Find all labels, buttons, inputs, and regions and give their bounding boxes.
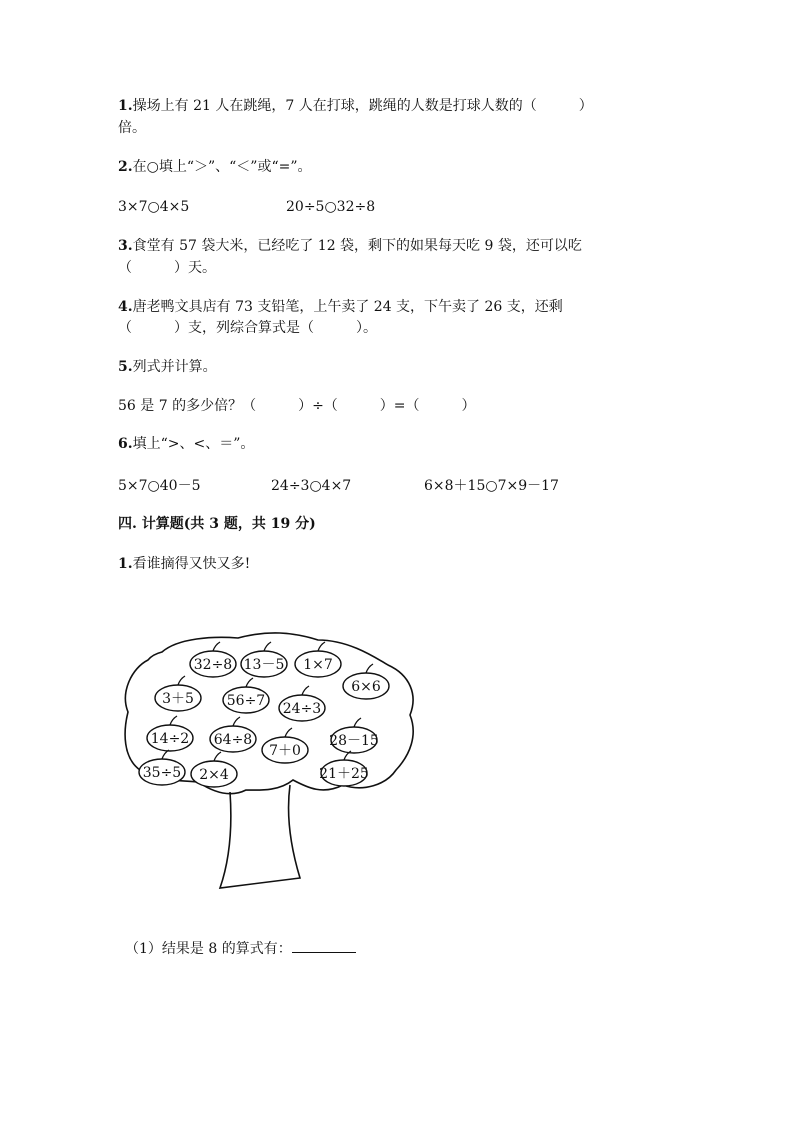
apple-stem-icon — [285, 728, 292, 737]
apple-expression[interactable]: 35÷5 — [142, 765, 182, 781]
apple-6 — [279, 686, 325, 721]
apple-expression[interactable]: 14÷2 — [150, 731, 190, 747]
apple-2 — [241, 642, 287, 677]
apple-5 — [223, 678, 269, 713]
q4-text: 唐老鸭文具店有 73 支铅笔，上午卖了 24 支，下午卖了 26 支，还剩 — [132, 299, 563, 315]
apple-stem-icon — [366, 664, 373, 673]
q2-text: 在○填上“＞”、“＜”或“=”。 — [132, 159, 312, 175]
apple-expression[interactable]: 32÷8 — [193, 657, 233, 673]
apple-stem-icon — [213, 642, 220, 651]
apple-stem-icon — [318, 642, 325, 651]
apple-expression[interactable]: 6×6 — [351, 679, 381, 695]
apple-expression[interactable]: 2×4 — [199, 767, 229, 783]
apple-8 — [147, 716, 193, 751]
q2-expr2: 20÷5○32÷8 — [286, 199, 376, 215]
apple-expression[interactable]: 64÷8 — [213, 732, 253, 748]
q6-expr1: 5×7○40－5 — [118, 478, 201, 494]
q5-line — [118, 357, 217, 377]
apple-stem-icon — [233, 717, 240, 726]
apple-stem-icon — [264, 642, 271, 651]
q3-number: 3. — [118, 238, 133, 254]
apple-expression[interactable]: 21＋25 — [319, 766, 369, 782]
apples-group — [139, 642, 389, 787]
apple-stem-icon — [354, 718, 361, 727]
apple-expression[interactable]: 7＋0 — [269, 743, 301, 759]
c1-text: 看谁摘得又快又多! — [132, 556, 251, 572]
apple-stem-icon — [214, 752, 221, 761]
tree-trunk — [220, 785, 300, 888]
q6-expr2: 24÷3○4×7 — [271, 478, 352, 494]
answer-blank[interactable] — [292, 938, 356, 953]
apple-expression[interactable]: 28－15 — [329, 733, 379, 749]
q5-number: 5. — [118, 359, 133, 375]
apple-14 — [319, 751, 369, 786]
c1-line — [118, 554, 250, 574]
q3-line1 — [118, 236, 582, 256]
apple-stem-icon — [170, 716, 177, 725]
q5-text: 列式并计算。 — [132, 359, 217, 375]
apple-stem-icon — [246, 678, 253, 687]
q1-line2: 倍。 — [118, 120, 146, 136]
q4-line2: （ ）支，列综合算式是（ ）。 — [118, 320, 377, 336]
apple-stem-icon — [178, 676, 185, 685]
apple-expression[interactable]: 3＋5 — [162, 691, 194, 707]
q6-expr3: 6×8＋15○7×9－17 — [424, 478, 559, 494]
apple-stem-icon — [302, 686, 309, 695]
apple-7 — [343, 664, 389, 699]
q1-number: 1. — [118, 98, 133, 114]
q4-line1 — [118, 297, 563, 317]
apple-12 — [139, 750, 185, 785]
apple-13 — [191, 752, 237, 787]
apple-expression[interactable]: 13－5 — [243, 657, 285, 673]
apple-tree-figure — [118, 620, 428, 900]
apple-3 — [295, 642, 341, 677]
c1-number: 1. — [118, 556, 133, 572]
q1-text: 操场上有 21 人在跳绳，7 人在打球，跳绳的人数是打球人数的（ ） — [132, 98, 593, 114]
q1-line1 — [118, 96, 593, 116]
sub1-text: （1）结果是 8 的算式有： — [125, 941, 292, 957]
q5-expr: 56 是 7 的多少倍？（ ）÷（ ）=（ ） — [118, 398, 476, 414]
apple-10 — [262, 728, 308, 763]
q6-number: 6. — [118, 436, 133, 452]
q6-text: 填上“>、<、＝”。 — [132, 436, 255, 452]
sub1-line — [125, 938, 356, 959]
apple-4 — [155, 676, 201, 711]
q6-line — [118, 434, 254, 454]
apple-1 — [190, 642, 236, 677]
q2-expr1: 3×7○4×5 — [118, 199, 190, 215]
q4-number: 4. — [118, 299, 133, 315]
apple-expression[interactable]: 56÷7 — [226, 693, 266, 709]
section-title: 四. 计算题(共 3 题，共 19 分) — [118, 516, 316, 532]
apple-expression[interactable]: 24÷3 — [282, 701, 322, 717]
apple-expression[interactable]: 1×7 — [303, 657, 333, 673]
q2-line — [118, 157, 312, 177]
q2-number: 2. — [118, 159, 133, 175]
q3-line2: （ ）天。 — [118, 260, 216, 276]
q3-text: 食堂有 57 袋大米，已经吃了 12 袋，剩下的如果每天吃 9 袋，还可以吃 — [132, 238, 582, 254]
apple-11 — [329, 718, 379, 753]
apple-9 — [210, 717, 256, 752]
